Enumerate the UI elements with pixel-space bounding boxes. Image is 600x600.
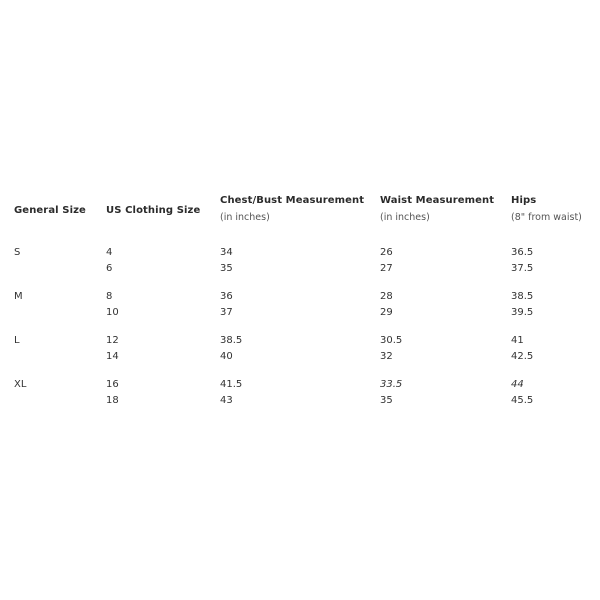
chest-cell: 40 bbox=[220, 351, 233, 362]
general-size-cell: M bbox=[14, 291, 23, 302]
hips-cell: 41 bbox=[511, 335, 524, 346]
header-row bbox=[14, 193, 586, 241]
waist-cell: 29 bbox=[380, 307, 393, 318]
us-size-cell: 16 bbox=[106, 379, 119, 390]
chest-cell: 38.5 bbox=[220, 335, 243, 346]
header-hips-title: Hips bbox=[511, 195, 537, 206]
size-group-m bbox=[14, 289, 586, 321]
table-row bbox=[14, 245, 586, 261]
waist-cell: 32 bbox=[380, 351, 393, 362]
table-row bbox=[14, 333, 586, 349]
table-row bbox=[14, 377, 586, 393]
waist-cell: 28 bbox=[380, 291, 393, 302]
chest-cell: 37 bbox=[220, 307, 233, 318]
header-general-size-title: General Size bbox=[14, 205, 86, 216]
size-group-s bbox=[14, 245, 586, 277]
header-general-size bbox=[14, 193, 106, 219]
hips-cell: 38.5 bbox=[511, 291, 534, 302]
size-group-l bbox=[14, 333, 586, 365]
us-size-cell: 18 bbox=[106, 395, 119, 406]
hips-cell: 45.5 bbox=[511, 395, 534, 406]
chest-cell: 36 bbox=[220, 291, 233, 302]
header-waist-unit: (in inches) bbox=[380, 212, 430, 223]
waist-cell: 26 bbox=[380, 247, 393, 258]
chest-cell: 43 bbox=[220, 395, 233, 406]
header-waist-title: Waist Measurement bbox=[380, 195, 495, 206]
chest-cell: 34 bbox=[220, 247, 233, 258]
table-row bbox=[14, 261, 586, 277]
waist-cell: 35 bbox=[380, 395, 393, 406]
us-size-cell: 6 bbox=[106, 263, 113, 274]
us-size-cell: 4 bbox=[106, 247, 113, 258]
header-waist bbox=[380, 193, 511, 225]
chest-cell: 41.5 bbox=[220, 379, 243, 390]
table-row bbox=[14, 393, 586, 409]
table-row bbox=[14, 349, 586, 365]
chest-cell: 35 bbox=[220, 263, 233, 274]
waist-cell: 30.5 bbox=[380, 335, 403, 346]
hips-cell: 37.5 bbox=[511, 263, 534, 274]
header-chest-bust-unit: (in inches) bbox=[220, 212, 270, 223]
size-group-xl bbox=[14, 377, 586, 409]
general-size-cell: S bbox=[14, 247, 21, 258]
waist-cell: 33.5 bbox=[380, 379, 403, 390]
hips-cell: 44 bbox=[511, 379, 524, 390]
general-size-cell: L bbox=[14, 335, 20, 346]
hips-cell: 39.5 bbox=[511, 307, 534, 318]
waist-cell: 27 bbox=[380, 263, 393, 274]
hips-cell: 42.5 bbox=[511, 351, 534, 362]
us-size-cell: 8 bbox=[106, 291, 113, 302]
table-row bbox=[14, 289, 586, 305]
header-chest-bust-title: Chest/Bust Measurement bbox=[220, 195, 365, 206]
size-groups bbox=[14, 245, 586, 409]
general-size-cell: XL bbox=[14, 379, 27, 390]
header-hips-unit: (8" from waist) bbox=[511, 212, 582, 223]
size-chart-table bbox=[14, 193, 586, 409]
header-chest-bust bbox=[220, 193, 380, 225]
header-hips bbox=[511, 193, 586, 225]
header-us-clothing-size-title: US Clothing Size bbox=[106, 205, 201, 216]
hips-cell: 36.5 bbox=[511, 247, 534, 258]
table-row bbox=[14, 305, 586, 321]
us-size-cell: 12 bbox=[106, 335, 119, 346]
us-size-cell: 14 bbox=[106, 351, 119, 362]
us-size-cell: 10 bbox=[106, 307, 119, 318]
header-us-clothing-size bbox=[106, 193, 220, 219]
